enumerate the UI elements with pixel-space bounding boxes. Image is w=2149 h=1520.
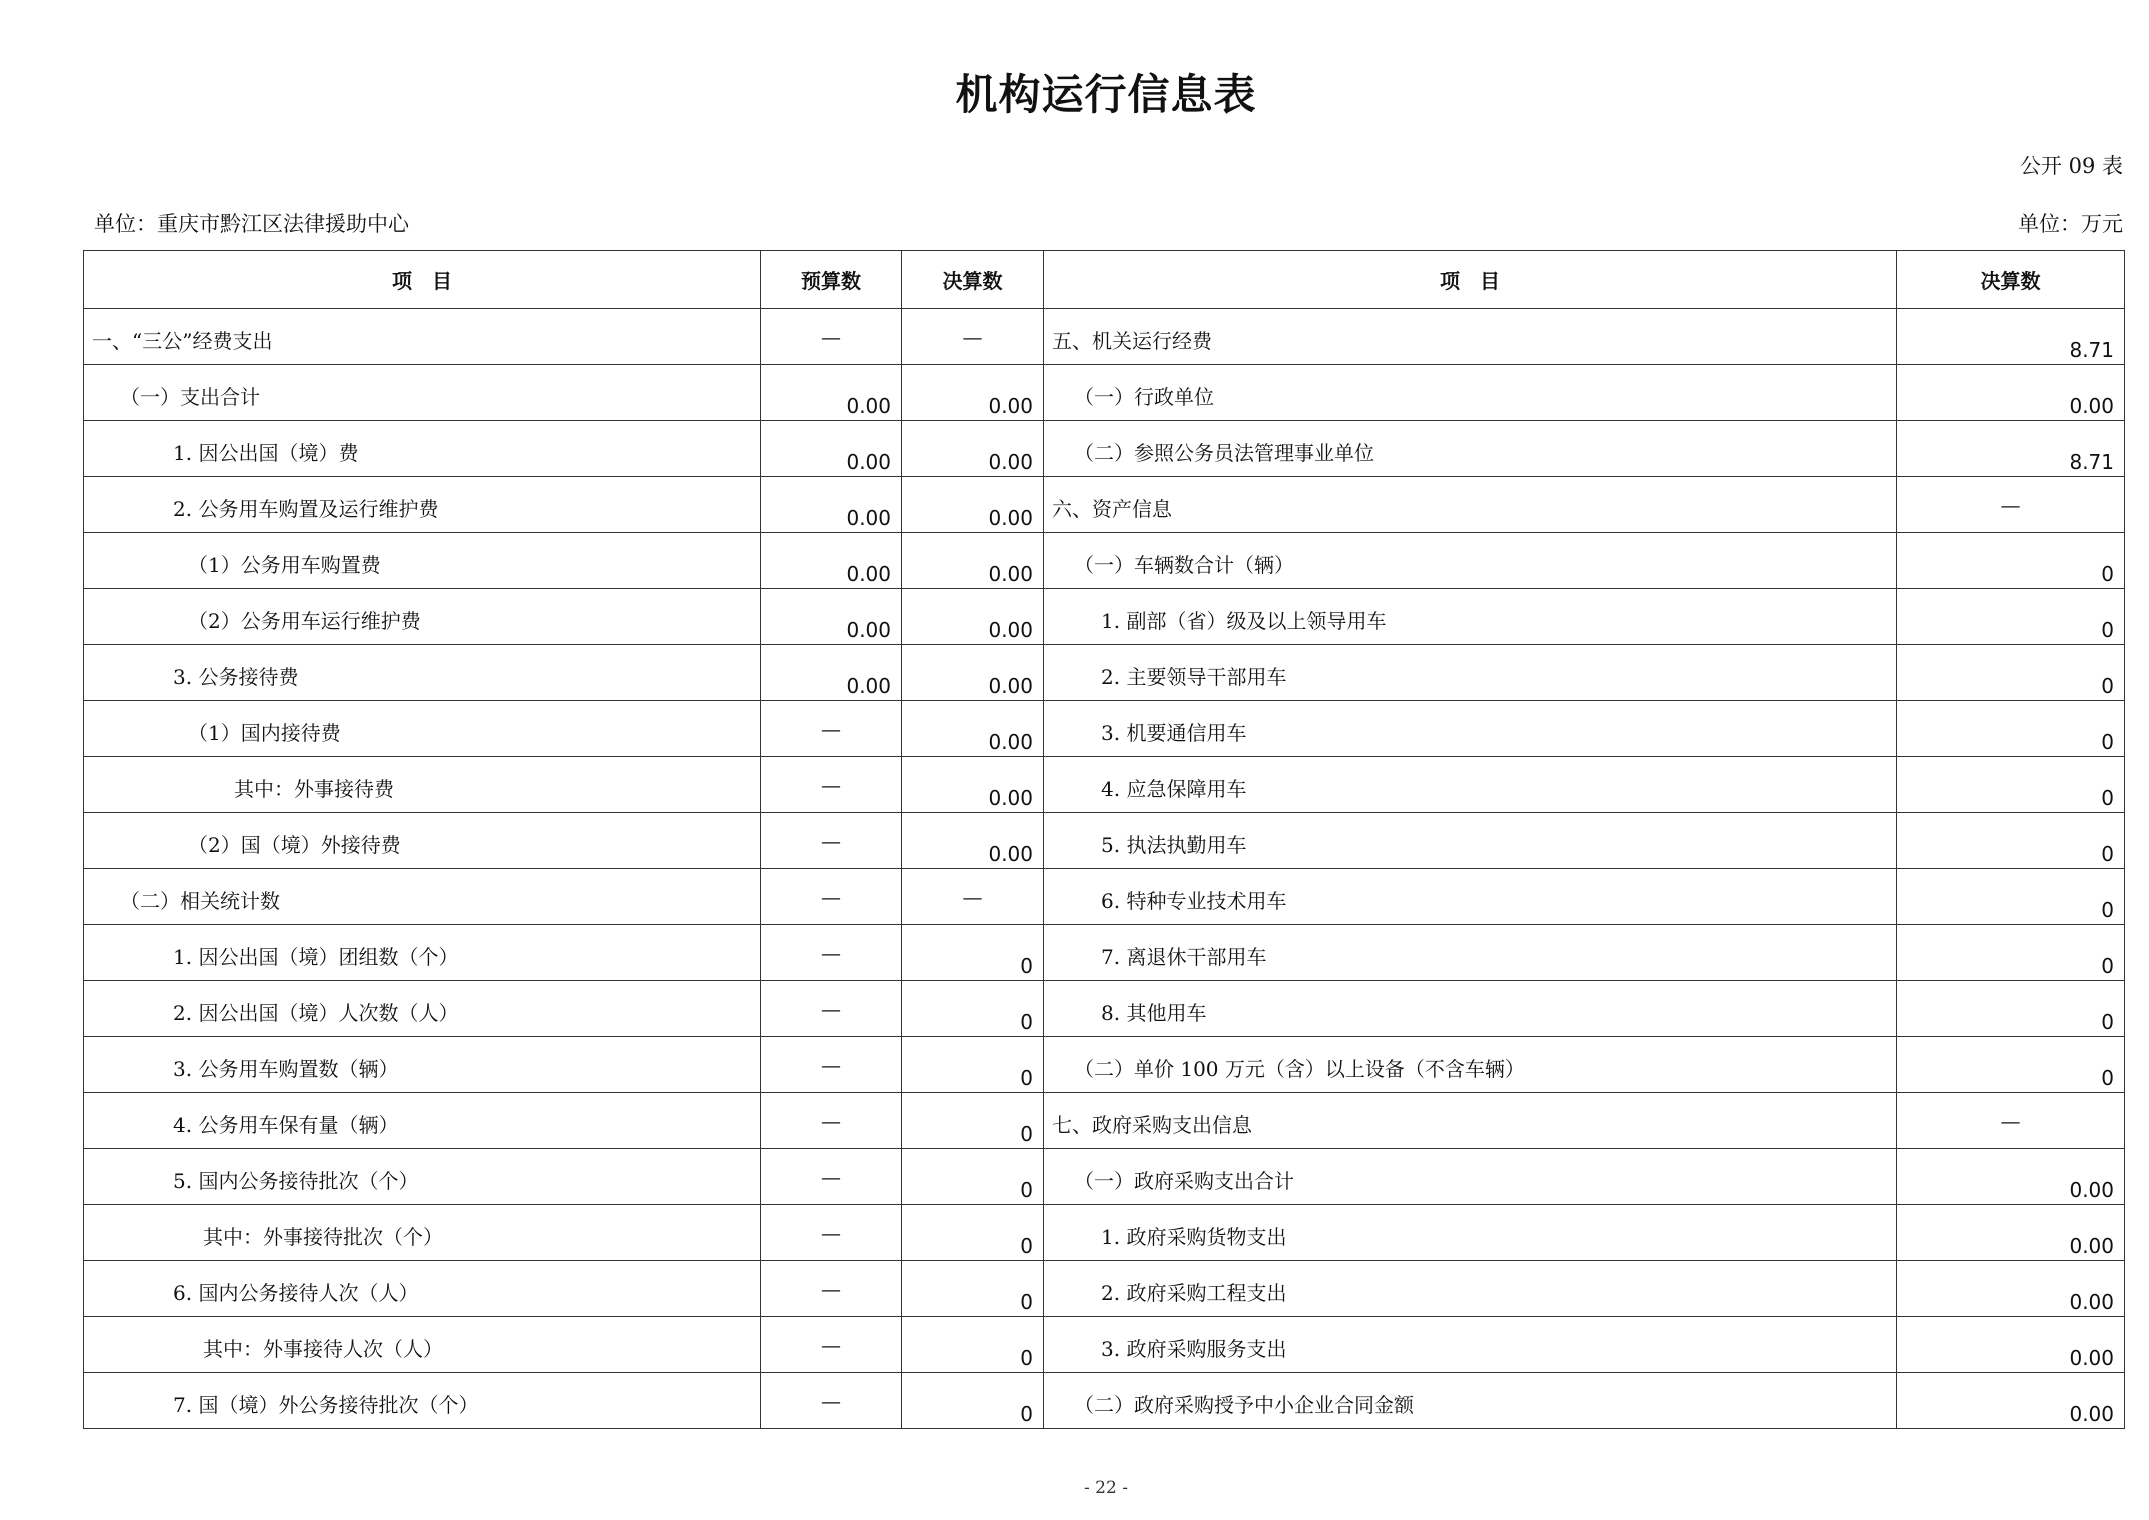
right-item: （一）政府采购支出合计: [1044, 1149, 1897, 1205]
left-item: 其中：外事接待批次（个）: [84, 1205, 761, 1261]
final-value: 0: [902, 1317, 1044, 1373]
right-item: 3. 政府采购服务支出: [1044, 1317, 1897, 1373]
budget-value: —: [761, 1317, 902, 1373]
final-value: 0.00: [902, 477, 1044, 533]
budget-value: 0.00: [761, 365, 902, 421]
budget-value: 0.00: [761, 477, 902, 533]
right-item: 4. 应急保障用车: [1044, 757, 1897, 813]
right-item: 七、政府采购支出信息: [1044, 1093, 1897, 1149]
page-title: 机构运行信息表: [955, 70, 1257, 119]
final-value: 0: [902, 1261, 1044, 1317]
right-final-value: 0: [1897, 757, 2125, 813]
left-item: 其中：外事接待人次（人）: [84, 1317, 761, 1373]
budget-value: —: [761, 1205, 902, 1261]
left-item: （2）公务用车运行维护费: [84, 589, 761, 645]
final-value: 0: [902, 1205, 1044, 1261]
budget-value: —: [761, 925, 902, 981]
left-item: 2. 公务用车购置及运行维护费: [84, 477, 761, 533]
final-value: 0.00: [902, 701, 1044, 757]
left-item: 7. 国（境）外公务接待批次（个）: [84, 1373, 761, 1429]
right-final-value: 0.00: [1897, 1149, 2125, 1205]
right-item: 六、资产信息: [1044, 477, 1897, 533]
table-row: [84, 421, 2125, 477]
right-item: （二）单价 100 万元（含）以上设备（不含车辆）: [1044, 1037, 1897, 1093]
unit-currency: 单位：万元: [2018, 212, 2123, 236]
table-row: [84, 1261, 2125, 1317]
right-final-value: 0.00: [1897, 365, 2125, 421]
header-budget: 预算数: [761, 251, 902, 309]
unit-organization: 单位：重庆市黔江区法律援助中心: [94, 212, 409, 236]
right-item: 五、机关运行经费: [1044, 309, 1897, 365]
budget-value: —: [761, 1373, 902, 1429]
right-final-value: 0: [1897, 981, 2125, 1037]
right-final-value: 0.00: [1897, 1261, 2125, 1317]
right-item: 5. 执法执勤用车: [1044, 813, 1897, 869]
final-value: 0: [902, 1037, 1044, 1093]
left-item: 其中：外事接待费: [84, 757, 761, 813]
final-value: 0.00: [902, 645, 1044, 701]
table-row: [84, 981, 2125, 1037]
right-final-value: 0: [1897, 925, 2125, 981]
right-final-value: 0.00: [1897, 1317, 2125, 1373]
left-item: （一）支出合计: [84, 365, 761, 421]
final-value: 0: [902, 1373, 1044, 1429]
budget-value: —: [761, 701, 902, 757]
table-row: [84, 1037, 2125, 1093]
right-final-value: 0.00: [1897, 1373, 2125, 1429]
right-final-value: 0: [1897, 533, 2125, 589]
final-value: —: [902, 869, 1044, 925]
right-item: （一）行政单位: [1044, 365, 1897, 421]
budget-value: —: [761, 869, 902, 925]
right-item: （一）车辆数合计（辆）: [1044, 533, 1897, 589]
left-item: 1. 因公出国（境）费: [84, 421, 761, 477]
final-value: 0.00: [902, 365, 1044, 421]
right-final-value: 0: [1897, 869, 2125, 925]
right-item: （二）参照公务员法管理事业单位: [1044, 421, 1897, 477]
left-item: 1. 因公出国（境）团组数（个）: [84, 925, 761, 981]
right-item: 2. 政府采购工程支出: [1044, 1261, 1897, 1317]
left-item: （二）相关统计数: [84, 869, 761, 925]
left-item: 3. 公务接待费: [84, 645, 761, 701]
table-row: [84, 365, 2125, 421]
table-row: [84, 1373, 2125, 1429]
right-item: 1. 副部（省）级及以上领导用车: [1044, 589, 1897, 645]
right-item: 6. 特种专业技术用车: [1044, 869, 1897, 925]
header-row: [84, 251, 2125, 309]
table-row: [84, 1205, 2125, 1261]
budget-value: —: [761, 309, 902, 365]
right-item: 7. 离退休干部用车: [1044, 925, 1897, 981]
table-row: [84, 925, 2125, 981]
budget-value: —: [761, 1037, 902, 1093]
final-value: —: [902, 309, 1044, 365]
left-item: （1）国内接待费: [84, 701, 761, 757]
final-value: 0: [902, 1093, 1044, 1149]
right-final-value: 0: [1897, 589, 2125, 645]
table-row: [84, 1317, 2125, 1373]
table-row: [84, 1149, 2125, 1205]
table-row: [84, 309, 2125, 365]
right-item: 8. 其他用车: [1044, 981, 1897, 1037]
right-final-value: 0: [1897, 1037, 2125, 1093]
page-number: - 22 -: [1084, 1478, 1128, 1498]
left-item: 4. 公务用车保有量（辆）: [84, 1093, 761, 1149]
budget-value: —: [761, 981, 902, 1037]
header-final-left: 决算数: [902, 251, 1044, 309]
budget-value: —: [761, 1149, 902, 1205]
left-item: 一、“三公”经费支出: [84, 309, 761, 365]
left-item: 2. 因公出国（境）人次数（人）: [84, 981, 761, 1037]
header-final-right: 决算数: [1897, 251, 2125, 309]
budget-value: 0.00: [761, 421, 902, 477]
final-value: 0.00: [902, 533, 1044, 589]
budget-value: 0.00: [761, 533, 902, 589]
table-row: [84, 813, 2125, 869]
left-item: 3. 公务用车购置数（辆）: [84, 1037, 761, 1093]
final-value: 0: [902, 1149, 1044, 1205]
table-row: [84, 757, 2125, 813]
left-item: 6. 国内公务接待人次（人）: [84, 1261, 761, 1317]
budget-value: 0.00: [761, 645, 902, 701]
table-row: [84, 869, 2125, 925]
budget-value: 0.00: [761, 589, 902, 645]
right-final-value: —: [1897, 477, 2125, 533]
right-item: 3. 机要通信用车: [1044, 701, 1897, 757]
table-row: [84, 1093, 2125, 1149]
info-table: [83, 250, 2125, 1429]
right-final-value: 0: [1897, 645, 2125, 701]
table-row: [84, 645, 2125, 701]
final-value: 0.00: [902, 757, 1044, 813]
table-row: [84, 477, 2125, 533]
header-right-item: 项 目: [1044, 251, 1897, 309]
right-final-value: 0: [1897, 813, 2125, 869]
final-value: 0: [902, 981, 1044, 1037]
right-final-value: —: [1897, 1093, 2125, 1149]
table-row: [84, 701, 2125, 757]
budget-value: —: [761, 1261, 902, 1317]
left-item: （2）国（境）外接待费: [84, 813, 761, 869]
left-item: 5. 国内公务接待批次（个）: [84, 1149, 761, 1205]
right-item: （二）政府采购授予中小企业合同金额: [1044, 1373, 1897, 1429]
budget-value: —: [761, 813, 902, 869]
final-value: 0.00: [902, 813, 1044, 869]
budget-value: —: [761, 1093, 902, 1149]
right-item: 1. 政府采购货物支出: [1044, 1205, 1897, 1261]
right-final-value: 8.71: [1897, 309, 2125, 365]
right-item: 2. 主要领导干部用车: [1044, 645, 1897, 701]
right-final-value: 8.71: [1897, 421, 2125, 477]
table-code: 公开 09 表: [2019, 154, 2123, 178]
right-final-value: 0: [1897, 701, 2125, 757]
table-row: [84, 533, 2125, 589]
table-row: [84, 589, 2125, 645]
header-left-item: 项 目: [84, 251, 761, 309]
left-item: （1）公务用车购置费: [84, 533, 761, 589]
final-value: 0: [902, 925, 1044, 981]
final-value: 0.00: [902, 589, 1044, 645]
right-final-value: 0.00: [1897, 1205, 2125, 1261]
final-value: 0.00: [902, 421, 1044, 477]
budget-value: —: [761, 757, 902, 813]
